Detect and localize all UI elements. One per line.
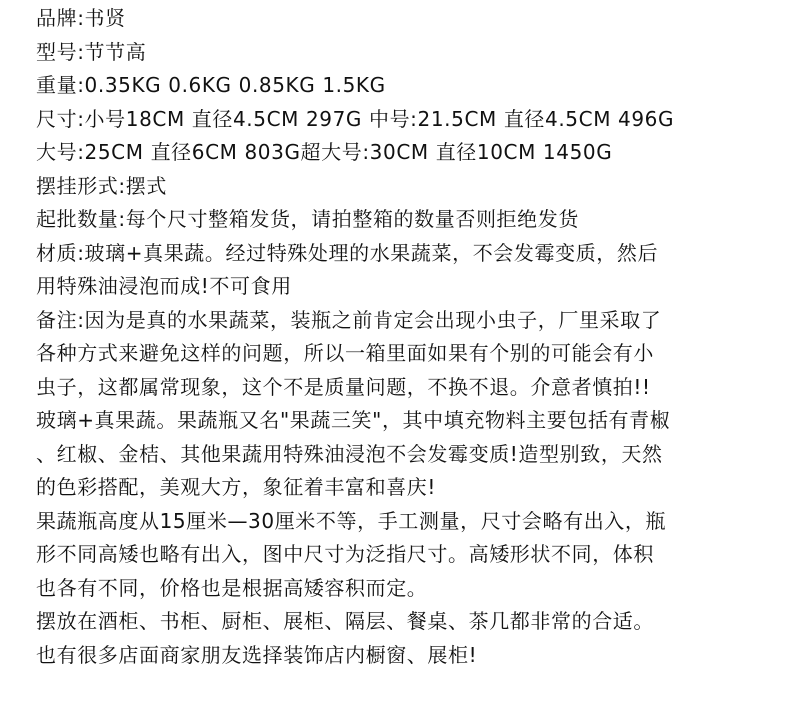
text-line-height-note-cont-1: 形不同高矮也略有出入，图中尺寸为泛指尺寸。高矮形状不同，体积: [36, 542, 654, 566]
text-line-remark: 备注:因为是真的水果蔬菜，装瓶之前肯定会出现小虫子，厂里采取了: [36, 307, 662, 332]
product-description: [36, 0, 766, 672]
text-line-display-style: 摆挂形式:摆式: [36, 173, 167, 198]
text-line-size-small-medium: 尺寸:小号18CM 直径4.5CM 297G 中号:21.5CM 直径4.5CM 496G: [36, 106, 675, 131]
text-line-description-cont-1: 、红椒、金桔、其他果蔬用特殊油浸泡不会发霉变质!造型别致，天然: [36, 441, 663, 466]
text-line-model: 型号:节节高: [36, 39, 147, 64]
text-line-height-note-cont-2: 也各有不同，价格也是根据高矮容积而定。: [36, 575, 428, 600]
text-line-min-order: 起批数量:每个尺寸整箱发货，请拍整箱的数量否则拒绝发货: [36, 207, 579, 231]
text-line-size-large: 大号:25CM 直径6CM 803G超大号:30CM 直径10CM 1450G: [36, 140, 613, 164]
text-line-placement: 摆放在酒柜、书柜、厨柜、展柜、隔层、餐桌、茶几都非常的合适。: [36, 609, 654, 633]
text-line-brand: 品牌:书贤: [36, 6, 126, 30]
text-line-placement-cont: 也有很多店面商家朋友选择装饰店内橱窗、展柜!: [36, 642, 478, 667]
text-line-description-cont-2: 的色彩搭配，美观大方，象征着丰富和喜庆!: [36, 475, 437, 499]
text-line-remark-cont-1: 各种方式来避免这样的问题，所以一箱里面如果有个别的可能会有小: [36, 341, 654, 365]
text-line-height-note: 果蔬瓶高度从15厘米—30厘米不等，手工测量，尺寸会略有出入，瓶: [36, 508, 667, 533]
text-line-weight: 重量:0.35KG 0.6KG 0.85KG 1.5KG: [36, 73, 386, 97]
text-line-material: 材质:玻璃+真果蔬。经过特殊处理的水果蔬菜，不会发霉变质，然后: [36, 240, 659, 265]
text-line-material-cont: 用特殊油浸泡而成!不可食用: [36, 274, 292, 298]
text-line-description: 玻璃+真果蔬。果蔬瓶又名"果蔬三笑"，其中填充物料主要包括有青椒: [36, 408, 671, 432]
text-line-remark-cont-2: 虫子，这都属常现象，这个不是质量问题，不换不退。介意者慎拍!!: [36, 374, 651, 399]
